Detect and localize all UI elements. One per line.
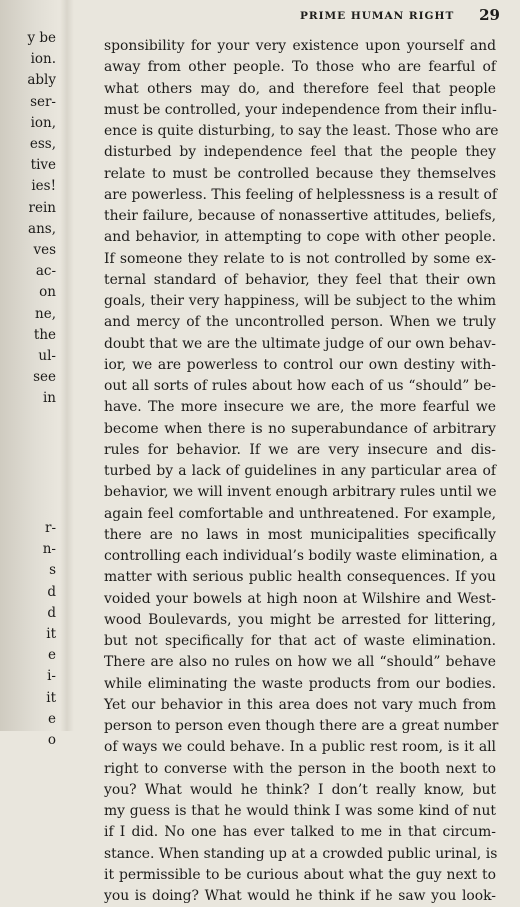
text-line: wood Boulevards, you might be arrested for littering, [104,611,496,628]
text-line: There are also no rules on how we all “should” behave [104,654,496,671]
text-line: relate to must be controlled because they themselves [104,165,496,182]
book-fold [60,0,74,731]
body-text [104,36,499,907]
text-line: their failure, because of nonassertive attitudes, beliefs, [104,208,496,224]
text-line: while eliminating the waste products from our bodies. [104,675,496,692]
margin-fragment: s [49,562,56,579]
margin-fragment: ves [33,242,56,259]
margin-fragment: see [33,369,56,386]
text-line: have. The more insecure we are, the more fearful we [104,399,496,416]
margin-fragment: ably [27,72,56,89]
margin-fragment: i- [47,668,56,685]
text-line: ior, we are powerless to control our own destiny with- [104,356,496,373]
text-line: person to person even though there are a great number [104,718,499,734]
text-line: what others may do, and therefore feel that people [104,80,496,97]
margin-fragment: o [47,732,56,749]
text-line: there are no laws in most municipalities specifically [104,526,496,543]
text-line: of ways we could behave. In a public rest room, is it all [104,739,496,756]
page-number: 29 [479,6,500,24]
text-line: become when there is no superabundance of arbitrary [104,420,496,437]
text-line: sponsibility for your very existence upon yourself and [104,38,496,54]
text-line: and mercy of the uncontrolled person. When we truly [104,314,496,331]
text-line: you is doing? What would he think if he saw you look- [104,888,496,904]
margin-fragment: it [46,626,56,643]
previous-page-margin-upper [0,28,56,410]
text-line: matter with serious public health consequences. If you [104,569,496,586]
margin-fragment: ion, [30,114,56,131]
margin-fragment: ies! [31,178,56,195]
text-line: goals, their very happiness, will be subject to the whim [104,293,496,309]
margin-fragment: rein [28,199,56,216]
text-line: if I did. No one has ever talked to me in that circum- [104,824,496,841]
margin-fragment: in [42,390,56,407]
text-line: ence is quite disturbing, to say the least. Those who are [104,123,499,139]
margin-fragment: ans, [28,220,56,237]
margin-fragment: it [46,689,56,706]
text-line: If someone they relate to is not controlled by some ex- [104,250,496,267]
text-line: and behavior, in attempting to cope with other people. [104,229,496,246]
margin-fragment: n- [42,541,56,558]
margin-fragment: y be [27,30,56,46]
margin-fragment: ess, [29,136,56,153]
text-line: rules for behavior. If we are very insecure and dis- [104,441,496,458]
text-line: ternal standard of behavior, they feel that their own [104,271,496,288]
text-line: disturbed by independence feel that the people they [104,144,496,161]
margin-fragment: r- [44,520,56,536]
text-line: you? What would he think? I don’t really know, but [104,781,496,798]
text-line: are powerless. This feeling of helplessness is a result of [104,186,497,203]
margin-fragment: ne, [35,305,56,322]
margin-fragment: on [39,284,56,301]
margin-fragment: e [48,647,56,664]
text-line: again feel comfortable and unthreatened. For example, [104,505,496,522]
text-line: right to converse with the person in the booth next to [104,760,496,777]
text-line: must be controlled, your independence from their influ- [104,101,497,118]
text-line: but not specifically for that act of waste elimination. [104,633,496,649]
text-line: voided your bowels at high noon at Wilshire and West- [104,590,496,607]
margin-fragment: ac- [35,263,56,280]
page-header [104,6,500,26]
margin-fragment: d [47,583,56,600]
text-line: my guess is that he would think I was some kind of nut [104,803,496,819]
text-line: Yet our behavior in this area does not vary much from [104,696,496,713]
text-line: away from other people. To those who are fearful of [104,59,496,76]
margin-fragment: tive [30,157,56,174]
text-line: out all sorts of rules about how each of us “should” be- [104,378,496,394]
previous-page-margin-lower [0,518,56,751]
margin-fragment: ser- [30,93,56,110]
running-head: PRIME HUMAN RIGHT [300,10,455,22]
margin-fragment: e [48,710,56,727]
margin-fragment: ul- [38,348,56,365]
text-line: it permissible to be curious about what the guy next to [104,866,496,883]
margin-fragment: ion. [30,51,56,68]
text-line: turbed by a lack of guidelines in any particular area of [104,463,496,479]
margin-fragment: the [33,326,56,343]
text-line: doubt that we are the ultimate judge of our own behav- [104,335,496,352]
text-line: behavior, we will invent enough arbitrary rules until we [104,484,497,501]
text-line: stance. When standing up at a crowded public urinal, is [104,845,498,862]
text-line: controlling each individual’s bodily waste elimination, a [104,548,498,564]
margin-fragment: d [47,604,56,621]
